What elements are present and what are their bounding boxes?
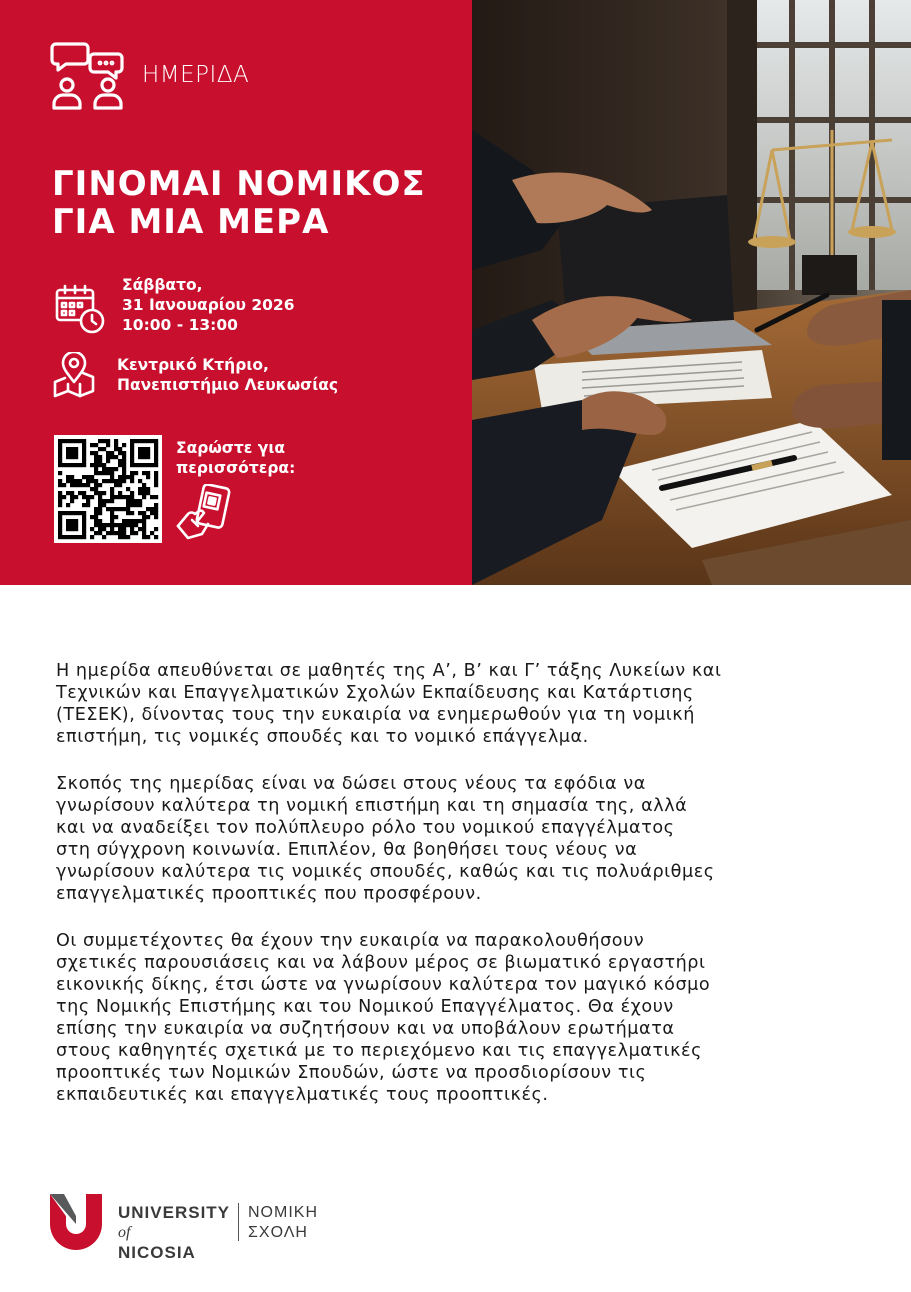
university-logo-mark (50, 1194, 102, 1250)
logo-nicosia-line (118, 1223, 230, 1263)
event-day: Σάββατο, (122, 276, 203, 294)
event-date (122, 275, 295, 335)
event-title (52, 165, 426, 241)
map-pin-icon (52, 352, 96, 398)
event-date-text: 31 Ιανουαρίου 2026 (122, 296, 295, 314)
lawyers-photo (472, 0, 911, 585)
logo-divider (238, 1203, 239, 1241)
qr-code[interactable] (54, 435, 162, 543)
scan-line2: περισσότερα: (176, 459, 296, 477)
hero-section (0, 0, 911, 585)
school-name (248, 1203, 318, 1243)
event-venue (117, 355, 338, 395)
event-time: 10:00 - 13:00 (122, 316, 238, 334)
event-title-line1: ΓΙΝΟΜΑΙ ΝΟΜΙΚΟΣ (52, 164, 426, 204)
university-logo-text (118, 1203, 230, 1263)
calendar-clock-icon (54, 283, 106, 335)
scan-line1: Σαρώστε για (176, 439, 286, 457)
school-line1: ΝΟΜΙΚΗ (248, 1204, 318, 1221)
chat-people-icon (50, 40, 126, 112)
description-paragraph-2: Σκοπός της ημερίδας είναι να δώσει στους νέους τα εφόδια να γνωρίσουν καλύτερα τη νομική επιστήμη και τη σημασία της, αλλά και να αναδείξει τον πολύπλευρο ρόλο του νομικού επαγγέλματος στη σύγχρονη κοινωνία. Επιπλέον, θα βοηθήσει τους νέους να γνωρίσουν καλύτερα τις νομικές σπουδές, καθώς και τις πολυάριθμες επαγγελματικές προοπτικές που προσφέρουν. (56, 774, 715, 904)
logo-of: of (118, 1224, 131, 1241)
description-paragraph-1: Η ημερίδα απευθύνεται σε μαθητές της Α’, Β’ και Γ’ τάξης Λυκείων και Τεχνικών και Επαγγελματικών Σχολών Εκπαίδευσης και Κατάρτισης (ΤΕΣΕΚ), δίνοντας τους την ευκαιρία να ενημερωθούν για τη νομική επιστήμη, τις νομικές σπουδές και το νομικό επάγγελμα. (56, 661, 722, 747)
description-paragraph-3: Οι συμμετέχοντες θα έχουν την ευκαιρία να παρακολουθήσουν σχετικές παρουσιάσεις και να λάβουν μέρος σε βιωματικό εργαστήρι εικονικής δίκης, έτσι ώστε να γνωρίσουν καλύτερα τον μαγικό κόσμο της Νομικής Επιστήμης και του Νομικού Επαγγέλματος. Θα έχουν επίσης την ευκαιρία να συζητήσουν και να υποβάλουν ερωτήματα στους καθηγητές σχετικά με το περιεχόμενο και τις επαγγελματικές προοπτικές των Νομικών Σπουδών, ώστε να προσδιορίσουν τις εκπαιδευτικές και επαγγελματικές τους προοπτικές. (56, 931, 711, 1105)
scan-prompt (176, 438, 295, 478)
school-line2: ΣΧΟΛΗ (248, 1224, 308, 1241)
venue-line2: Πανεπιστήμιο Λευκωσίας (117, 376, 339, 394)
phone-scan-icon (174, 484, 234, 542)
event-type-label: ΗΜΕΡΙΔΑ (142, 62, 250, 88)
venue-line1: Κεντρικό Κτήριο, (117, 356, 269, 374)
event-title-line2: ΓΙΑ ΜΙΑ ΜΕΡΑ (52, 202, 330, 242)
event-description (56, 660, 816, 1131)
logo-nicosia: NICOSIA (118, 1243, 196, 1262)
info-panel (0, 0, 472, 585)
logo-university: UNIVERSITY (118, 1203, 231, 1222)
